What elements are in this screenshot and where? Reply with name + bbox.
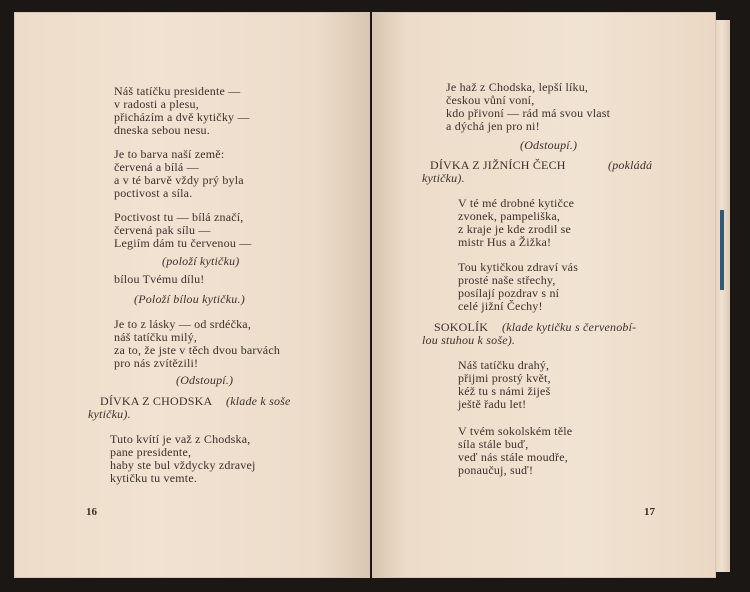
verse-line: přijmi prostý květ, xyxy=(458,371,551,385)
page-number: 17 xyxy=(644,506,655,518)
stage-direction: (položí kytičku) xyxy=(162,254,240,268)
verse-line: z kraje je kde zrodil se xyxy=(458,222,572,236)
verse-line: pro nás zvítězili! xyxy=(114,356,199,370)
verse-line: a dýchá jen pro ni! xyxy=(446,119,540,133)
stage-direction: (Položí bílou kytičku.) xyxy=(134,292,245,306)
character-name: DÍVKA Z CHODSKA xyxy=(100,394,213,408)
verse-line: Poctivost tu — bílá značí, xyxy=(114,210,244,224)
verse-line: prosté naše střechy, xyxy=(458,273,556,287)
stage-direction: lou stuhou k soše). xyxy=(422,333,516,347)
verse-line: v radosti a plesu, xyxy=(114,97,199,111)
stage-direction: (klade k soše xyxy=(226,394,291,408)
bookmark-strip xyxy=(720,210,724,290)
verse-line: ještě řadu let! xyxy=(458,397,527,411)
verse-line: V tvém sokolském těle xyxy=(458,424,573,438)
verse-line: Náš tatíčku drahý, xyxy=(458,358,550,372)
verse-line: kéž tu s námi žiješ xyxy=(458,384,551,398)
verse-line: veď nás stále moudře, xyxy=(458,450,568,464)
verse-line: červená a bílá — xyxy=(114,160,199,174)
stage-direction: (Odstoupí.) xyxy=(176,373,234,387)
verse-line: ponaučuj, suď! xyxy=(458,463,534,477)
verse-line: Tuto kvítí je važ z Chodska, xyxy=(110,432,251,446)
verse-line: pane presidente, xyxy=(110,445,192,459)
character-name: DÍVKA Z JIŽNÍCH ČECH xyxy=(430,158,566,172)
verse-line: a v té barvě vždy prý byla xyxy=(114,173,244,187)
verse-line: mistr Hus a Žižka! xyxy=(458,235,552,249)
page-number: 16 xyxy=(86,506,97,518)
open-book xyxy=(14,12,730,582)
stage-direction: kytičku). xyxy=(88,407,131,421)
verse-line: Legiím dám tu červenou — xyxy=(114,236,252,250)
verse-line: za to, že jste v těch dvou barvách xyxy=(114,343,281,357)
verse-line: V té mé drobné kytičce xyxy=(458,196,575,210)
verse-line: celé jižní Čechy! xyxy=(458,299,543,313)
verse-line: červená pak sílu — xyxy=(114,223,211,237)
verse-line: Náš tatíčku presidente — xyxy=(114,84,241,98)
verse-line: Je haž z Chodska, lepší líku, xyxy=(446,80,589,94)
verse-line: Je to z lásky — od srdéčka, xyxy=(114,317,252,331)
verse-line: Je to barva naší země: xyxy=(114,147,225,161)
stage-direction: kytičku). xyxy=(422,171,465,185)
left-page xyxy=(14,12,370,578)
verse-line: posílají pozdrav s ní xyxy=(458,286,560,300)
right-page xyxy=(372,12,716,578)
verse-line: přicházím a dvě kytičky — xyxy=(114,110,250,124)
verse-line: kdo přivoní — rád má svou vlast xyxy=(446,106,611,120)
stage-direction: (Odstoupí.) xyxy=(520,138,578,152)
verse-line: bílou Tvému dílu! xyxy=(114,272,205,286)
stage-direction: (pokládá xyxy=(608,158,653,172)
stage-direction: (klade kytičku s červenobí- xyxy=(502,320,637,334)
verse-line: kytičku tu vemte. xyxy=(110,471,198,485)
verse-line: poctivost a síla. xyxy=(114,186,193,200)
verse-line: českou vůní voní, xyxy=(446,93,535,107)
verse-line: síla stále buď, xyxy=(458,437,529,451)
verse-line: zvonek, pampeliška, xyxy=(458,209,561,223)
verse-line: Tou kytičkou zdraví vás xyxy=(458,260,579,274)
verse-line: haby ste bul vždycky zdravej xyxy=(110,458,256,472)
verse-line: dneska sebou nesu. xyxy=(114,123,210,137)
page-edge xyxy=(716,20,730,572)
verse-line: náš tatíčku milý, xyxy=(114,330,198,344)
character-name: SOKOLÍK xyxy=(434,320,489,334)
